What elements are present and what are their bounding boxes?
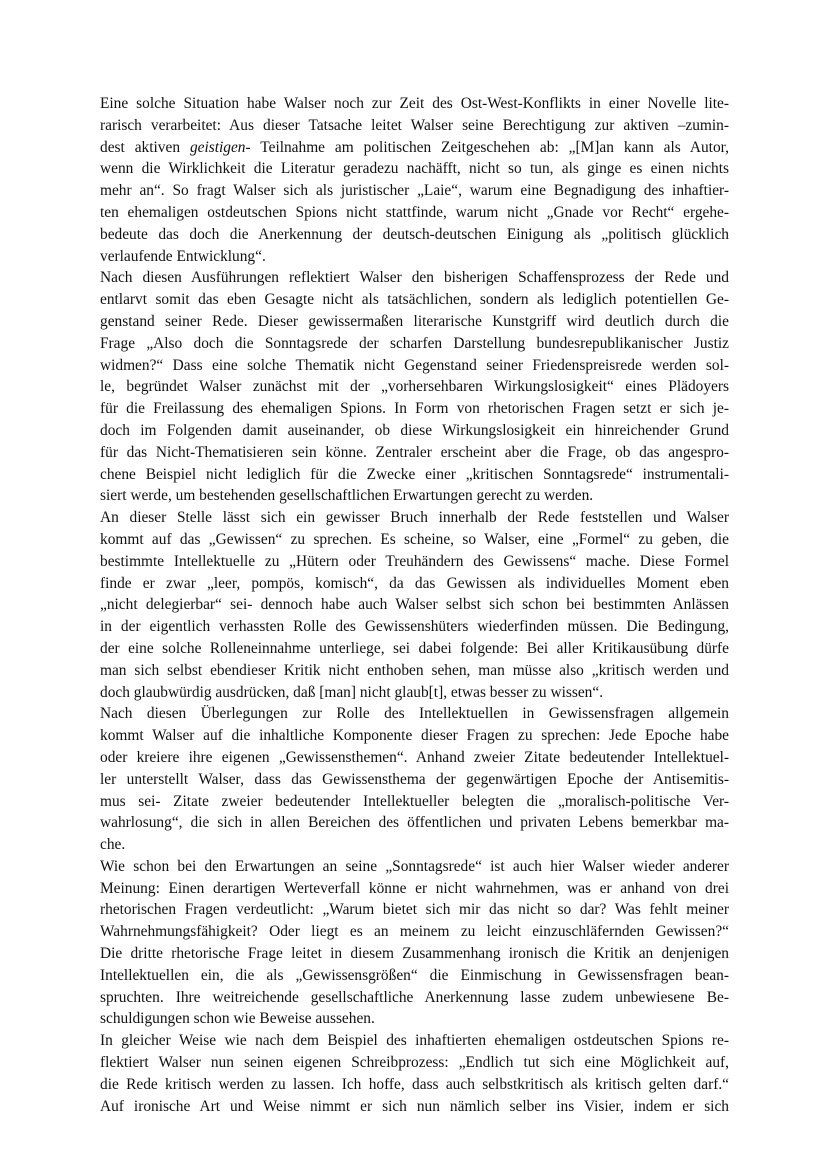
text-line: der eine solche Rolleneinnahme unterliege, sei dabei folgende: Bei aller Kritikausübung dürfe [100, 639, 729, 657]
text-line: für das Nicht-Thematisieren sein könne. Zentraler erscheint aber die Frage, ob das angespro- [100, 443, 729, 461]
text-line: verlaufende Entwicklung“. [100, 247, 266, 265]
text-line: flektiert Walser nun seinen eigenen Schreibprozess: „Endlich tut sich eine Möglichkeit auf, [100, 1054, 729, 1072]
text-line: man sich selbst ebendieser Kritik nicht enthoben sehen, man müsse also „kritisch werden und [100, 661, 729, 679]
paragraph [100, 703, 729, 856]
paragraph [100, 856, 729, 1030]
text-line: bestimmte Intellektuelle zu „Hütern oder Treuhändern des Gewissens“ mache. Diese Formel [100, 552, 729, 570]
text-line: oder kreiere ihre eigenen „Gewissensthemen“. Anhand zweier Zitate bedeutender Intellektuel- [100, 748, 729, 766]
text-line: rhetorischen Fragen verdeutlicht: „Warum bietet sich mir das nicht so dar? Was fehlt meiner [100, 901, 729, 919]
text-line: siert werde, um bestehenden gesellschaftlichen Erwartungen gerecht zu werden. [100, 487, 594, 505]
text-line: finde er zwar „leer, pompös, komisch“, da das Gewissen als individuelles Moment eben [100, 574, 729, 592]
text-line: Eine solche Situation habe Walser noch zur Zeit des Ost-West-Konflikts in einer Novelle lite- [100, 95, 729, 112]
text-line: entlarvt somit das eben Gesagte nicht als tatsächlichen, sondern als lediglich potentiellen Ge- [100, 291, 729, 309]
text-line: die Rede kritisch werden zu lassen. Ich hoffe, dass auch selbstkritisch als kritisch gelten darf.“ [100, 1075, 729, 1093]
paragraph [100, 1030, 729, 1117]
text-line: le, begründet Walser zunächst mit der „vorhersehbaren Wirkungslosigkeit“ eines Plädoyers [100, 378, 729, 396]
paragraph [100, 267, 729, 507]
document-page [100, 93, 729, 1117]
text-line: „nicht delegierbar“ sei- dennoch habe auch Walser selbst sich schon bei bestimmten Anlässen [100, 596, 729, 614]
text-line: Auf ironische Art und Weise nimmt er sich nun nämlich selber ins Visier, indem er sich [100, 1097, 729, 1115]
text-line: kommt auf das „Gewissen“ zu sprechen. Es scheine, so Walser, eine „Formel“ zu geben, die [100, 530, 729, 548]
text-line: spruchten. Ihre weitreichende gesellschaftliche Anerkennung lasse zudem unbewiesene Be- [100, 988, 729, 1006]
text-line: mus sei- Zitate zweier bedeutender Intellektueller belegten die „moralisch-politische Ver- [100, 792, 729, 810]
text-line: bedeute das doch die Anerkennung der deutsch-deutschen Einigung als „politisch glücklich [100, 225, 729, 243]
text-line: An dieser Stelle lässt sich ein gewisser Bruch innerhalb der Rede feststellen und Walser [100, 509, 729, 527]
text-line: für die Freilassung des ehemaligen Spions. In Form von rhetorischen Fragen setzt er sich je- [100, 400, 729, 418]
text-line: doch im Folgenden damit auseinander, ob diese Wirkungslosigkeit ein hinreichender Grund [100, 421, 729, 439]
text-line: chene Beispiel nicht lediglich für die Zwecke einer „kritischen Sonntagsrede“ instrumentali- [100, 465, 729, 483]
text-line: dest aktiven geistigen- Teilnahme am politischen Zeitgeschehen ab: „[M]an kann als Autor, [100, 138, 729, 156]
text-line: rarisch verarbeitet: Aus dieser Tatsache leitet Walser seine Berechtigung zur aktiven –zumin- [100, 116, 729, 134]
text-line: doch glaubwürdig ausdrücken, daß [man] nicht glaub[t], etwas besser zu wissen“. [100, 683, 604, 701]
text-line: Nach diesen Ausführungen reflektiert Walser den bisherigen Schaffensprozess der Rede und [100, 269, 729, 287]
text-line: wahrlosung“, die sich in allen Bereichen des öffentlichen und privaten Lebens bemerkbar ma- [100, 814, 729, 832]
text-line: ler unterstellt Walser, dass das Gewissensthema der gegenwärtigen Epoche der Antisemitis- [100, 770, 729, 788]
text-line: Wahrnehmungsfähigkeit? Oder liegt es an meinem zu leicht einzuschläfernden Gewissen?“ [100, 923, 729, 941]
text-line: Nach diesen Überlegungen zur Rolle des Intellektuellen in Gewissensfragen allgemein [100, 705, 729, 723]
text-line: Wie schon bei den Erwartungen an seine „Sonntagsrede“ ist auch hier Walser wieder anderer [100, 857, 729, 875]
text-line: mehr an“. So fragt Walser sich als juristischer „Laie“, warum eine Begnadigung des inhaftier- [100, 182, 729, 200]
text-line: In gleicher Weise wie nach dem Beispiel des inhaftierten ehemaligen ostdeutschen Spions re- [100, 1032, 729, 1050]
text-line: in der eigentlich verhassten Rolle des Gewissenshüters wiederfinden müssen. Die Bedingung, [100, 618, 729, 636]
paragraph [100, 507, 729, 703]
text-line: che. [100, 836, 126, 854]
text-line: schuldigungen schon wie Beweise aussehen. [100, 1010, 375, 1028]
paragraph [100, 93, 729, 267]
text-line: Die dritte rhetorische Frage leitet in diesem Zusammenhang ironisch die Kritik an denjenigen [100, 945, 729, 963]
text-line: widmen?“ Dass eine solche Thematik nicht Gegenstand seiner Friedenspreisrede werden sol- [100, 356, 729, 374]
text-line: kommt Walser auf die inhaltliche Komponente dieser Fragen zu sprechen: Jede Epoche habe [100, 727, 729, 745]
text-line: Intellektuellen ein, die als „Gewissensgrößen“ die Einmischung in Gewissensfragen bean- [100, 966, 729, 984]
text-line: wenn die Wirklichkeit die Literatur geradezu nachäfft, nicht so tun, als ginge es einen nichts [100, 160, 729, 178]
text-line: Meinung: Einen derartigen Werteverfall könne er nicht wahrnehmen, was er anhand von drei [100, 879, 729, 897]
text-line: Frage „Also doch die Sonntagsrede der scharfen Darstellung bundesrepublikanischer Justiz [100, 334, 729, 352]
text-line: ten ehemaligen ostdeutschen Spions nicht stattfinde, warum nicht „Gnade vor Recht“ ergehe- [100, 203, 729, 221]
text-line: genstand seiner Rede. Dieser gewissermaßen literarische Kunstgriff wird deutlich durch die [100, 312, 729, 330]
